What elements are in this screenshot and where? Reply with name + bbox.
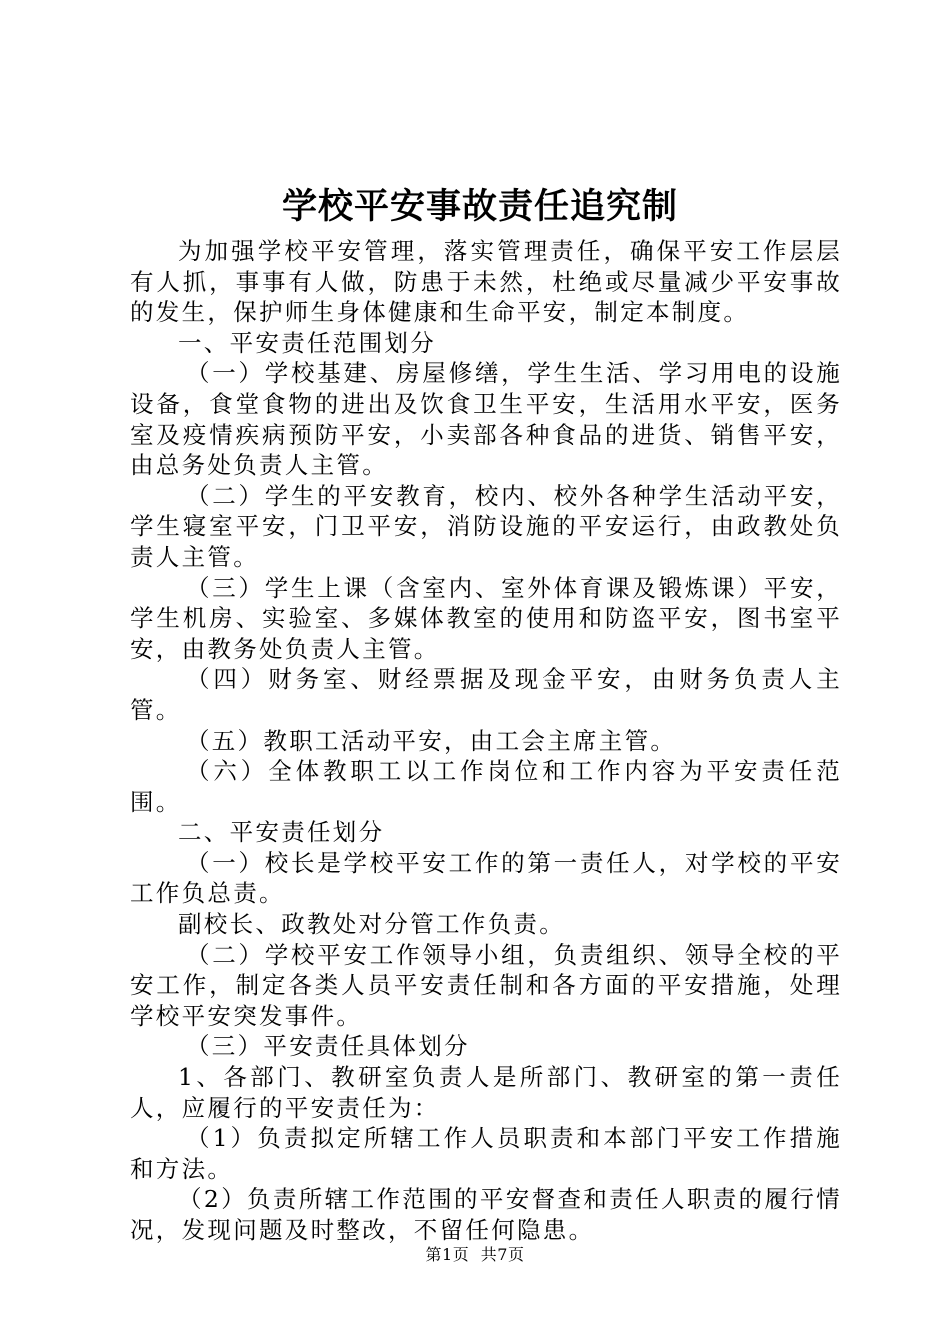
paragraph-intro: 为加强学校平安管理，落实管理责任，确保平安工作层层有人抓，事事有人做，防患于未然，杜绝或尽量减少平安事故的发生，保护师生身体健康和生命平安，制定本制度。 (130, 237, 842, 327)
paragraph-item: （四）财务室、财经票据及现金平安，由财务负责人主管。 (130, 665, 842, 724)
page-total: 共7页 (480, 1245, 525, 1264)
section-heading-1: 一、平安责任范围划分 (178, 328, 436, 357)
paragraph-item: （三）学生上课（含室内、室外体育课及锻炼课）平安，学生机房、实验室、多媒体教室的使用和防盗平安，图书室平安，由教务处负责人主管。 (130, 573, 842, 663)
paragraph-item: （二）学校平安工作领导小组，负责组织、领导全校的平安工作，制定各类人员平安责任制和各方面的平安措施，处理学校平安突发事件。 (130, 940, 842, 1030)
document-title: 学校平安事故责任追究制 (281, 186, 678, 227)
page-number: 第1页 (425, 1245, 470, 1264)
section-heading-2: 二、平安责任划分 (178, 818, 385, 847)
paragraph-item: （1）负责拟定所辖工作人员职责和本部门平安工作措施和方法。 (130, 1124, 842, 1183)
paragraph-item: （一）学校基建、房屋修缮，学生生活、学习用电的设施设备，食堂食物的进出及饮食卫生平安，生活用水平安，医务室及疫情疾病预防平安，小卖部各种食品的进货、销售平安，由总务处负责人主管。 (130, 359, 842, 480)
paragraph-item: （2）负责所辖工作范围的平安督查和责任人职责的履行情况，发现问题及时整改，不留任何隐患。 (130, 1185, 842, 1244)
paragraph-item: （一）校长是学校平安工作的第一责任人，对学校的平安工作负总责。 (130, 848, 842, 908)
paragraph-item: 1、各部门、教研室负责人是所部门、教研室的第一责任人，应履行的平安责任为： (130, 1063, 842, 1122)
paragraph-item: （二）学生的平安教育，校内、校外各种学生活动平安，学生寝室平安，门卫平安，消防设施的平安运行，由政教处负责人主管。 (130, 481, 842, 571)
paragraph-item: （六）全体教职工以工作岗位和工作内容为平安责任范围。 (130, 757, 842, 816)
page-footer (0, 1244, 950, 1266)
paragraph-item: （五）教职工活动平安，由工会主席主管。 (186, 726, 677, 755)
paragraph-item: 副校长、政教处对分管工作负责。 (178, 910, 565, 939)
document-body (130, 236, 842, 1246)
paragraph-item: （三）平安责任具体划分 (186, 1032, 470, 1061)
